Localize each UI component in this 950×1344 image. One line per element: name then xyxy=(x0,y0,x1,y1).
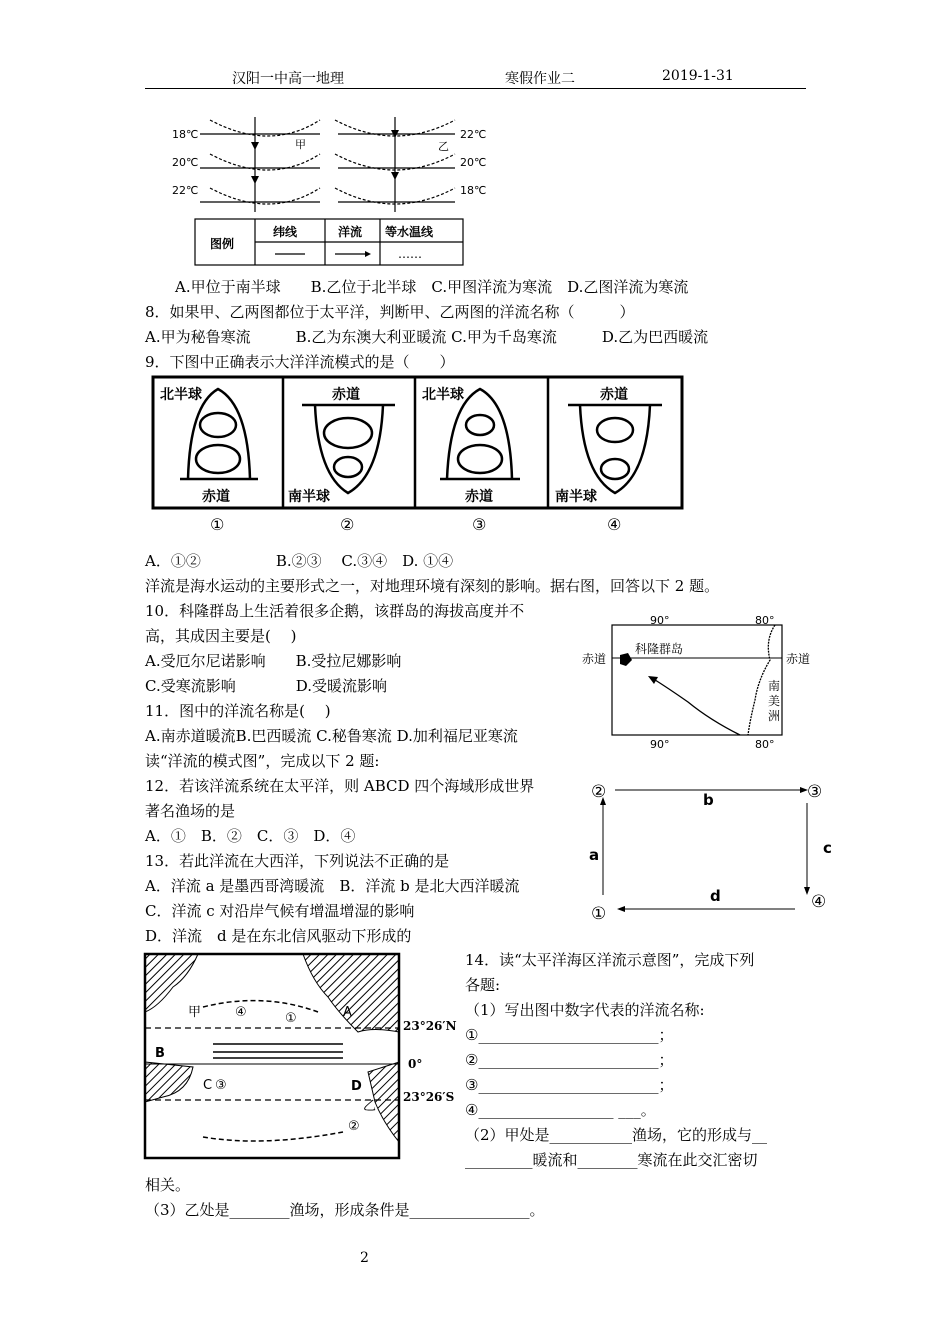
map-B: B xyxy=(155,1046,165,1061)
q12-options: A．① B．② C．③ D．④ xyxy=(145,827,356,845)
current-pattern-figure xyxy=(150,375,685,540)
current-model-diagram xyxy=(585,775,845,925)
q9-stem: 9．下图中正确表示大洋洋流模式的是（ ） xyxy=(145,353,455,371)
continent-char: 洲 xyxy=(768,709,781,723)
panel4-bottom: 南半球 xyxy=(555,489,597,505)
svg-text:……: …… xyxy=(398,247,422,261)
legend-title: 图例 xyxy=(210,237,235,251)
galapagos-map xyxy=(580,610,820,755)
panel1-num: ① xyxy=(210,515,225,534)
label-yi: 乙 xyxy=(438,140,449,153)
q14-sub3: （3）乙处是________渔场，形成条件是________________。 xyxy=(145,1201,545,1219)
q13-opt2: C．洋流 c 对沿岸气候有增温增湿的影响 xyxy=(145,902,415,920)
model-d: d xyxy=(710,887,721,905)
continent-char: 南 xyxy=(768,679,781,693)
q14-blank2: ②________________________； xyxy=(465,1051,674,1069)
header-date: 2019-1-31 xyxy=(662,68,734,84)
q10-stem1: 10．科隆群岛上生活着很多企鹅，该群岛的海拔高度并不 xyxy=(145,602,525,620)
lon-label-bottom-left: 90° xyxy=(650,738,670,751)
q10-opt2: C.受寒流影响 D.受暖流影响 xyxy=(145,677,387,695)
lon-label-top-left: 90° xyxy=(650,614,670,627)
temp-label: 22℃ xyxy=(460,128,487,141)
panel3-bottom: 赤道 xyxy=(465,489,493,505)
header-title: 寒假作业二 xyxy=(505,71,575,87)
temp-label: 22℃ xyxy=(172,184,199,197)
header-school: 汉阳一中高一地理 xyxy=(232,71,344,87)
map-yi: 乙 xyxy=(363,1099,377,1114)
q12-stem1: 12．若该洋流系统在太平洋，则 ABCD 四个海域形成世界 xyxy=(145,777,535,795)
temp-label: 20℃ xyxy=(460,156,487,169)
panel3-top: 北半球 xyxy=(422,387,464,403)
q10-opt1: A.受厄尔尼诺影响 B.受拉尼娜影响 xyxy=(145,652,402,670)
map-lat-s: 23°26′S xyxy=(403,1090,455,1104)
panel4-top: 赤道 xyxy=(600,387,628,403)
legend-isotherm: 等水温线 xyxy=(385,225,434,239)
map-jia: 甲 xyxy=(188,1005,202,1020)
panel4-num: ④ xyxy=(607,515,622,534)
intro-12: 读“洋流的模式图”，完成以下 2 题: xyxy=(145,752,380,770)
q14-blank3: ③________________________； xyxy=(465,1076,674,1094)
temp-label: 20℃ xyxy=(172,156,199,169)
q8-stem: 8．如果甲、乙两图都位于太平洋，判断甲、乙两图的洋流名称（ ） xyxy=(145,303,635,321)
map-n4: ④ xyxy=(235,1005,247,1020)
q13-opt3: D．洋流 d 是在东北信风驱动下形成的 xyxy=(145,927,412,945)
panel2-bottom: 南半球 xyxy=(288,489,330,505)
map-n2: ② xyxy=(348,1119,360,1134)
panel3-num: ③ xyxy=(472,515,487,534)
q8-options: A.甲为秘鲁寒流 B.乙为东澳大利亚暖流 C.甲为千岛寒流 D.乙为巴西暖流 xyxy=(145,328,709,346)
legend-lat: 纬线 xyxy=(273,225,298,239)
temp-label: 18℃ xyxy=(172,128,199,141)
q7-options: A.甲位于南半球 B.乙位于北半球 C.甲图洋流为寒流 D.乙图洋流为寒流 xyxy=(175,278,689,296)
q14-stem2: 各题: xyxy=(465,976,501,994)
map-lat-n: 23°26′N xyxy=(403,1019,457,1033)
q11-stem: 11．图中的洋流名称是( ) xyxy=(145,702,331,720)
panel1-top: 北半球 xyxy=(160,387,202,403)
q14-blank4: ④__________________ ___。 xyxy=(465,1101,656,1119)
model-a: a xyxy=(589,846,600,864)
model-n4: ④ xyxy=(811,892,827,912)
map-lat-0: 0° xyxy=(408,1057,423,1071)
model-b: b xyxy=(703,791,714,809)
q14-sub1: （1）写出图中数字代表的洋流名称: xyxy=(465,1001,705,1019)
model-n2: ② xyxy=(591,782,607,802)
q10-stem2: 高，其成因主要是( ) xyxy=(145,627,297,645)
map-n1: ① xyxy=(285,1011,297,1026)
intro-10: 洋流是海水运动的主要形式之一，对地理环境有深刻的影响。据右图，回答以下 2 题。 xyxy=(145,577,720,595)
q14-blank1: ①________________________； xyxy=(465,1026,674,1044)
legend-current: 洋流 xyxy=(338,225,363,239)
map-n3: ③ xyxy=(215,1078,227,1093)
q12-stem2: 著名渔场的是 xyxy=(145,802,236,820)
lon-label-bottom-right: 80° xyxy=(755,738,775,751)
panel2-top: 赤道 xyxy=(332,387,360,403)
q14-sub2a: （2）甲处是___________渔场，它的形成与__ xyxy=(465,1126,768,1144)
label-jia: 甲 xyxy=(295,138,306,151)
temp-label: 18℃ xyxy=(460,184,487,197)
map-C: C xyxy=(203,1078,213,1093)
equator-right: 赤道 xyxy=(786,652,811,666)
equator-left: 赤道 xyxy=(582,652,607,666)
q14-sub2c: 相关。 xyxy=(145,1176,191,1194)
panel1-bottom: 赤道 xyxy=(202,489,230,505)
q13-stem: 13．若此洋流在大西洋，下列说法不正确的是 xyxy=(145,852,450,870)
island-label: 科隆群岛 xyxy=(635,642,684,656)
q13-opt1: A．洋流 a 是墨西哥湾暖流 B．洋流 b 是北大西洋暖流 xyxy=(145,877,520,895)
q14-stem1: 14．读“太平洋海区洋流示意图”，完成下列 xyxy=(465,951,755,969)
q11-options: A.南赤道暖流B.巴西暖流 C.秘鲁寒流 D.加利福尼亚寒流 xyxy=(145,727,518,745)
q9-options: A．①② B.②③ C.③④ D. ①④ xyxy=(145,552,454,570)
isotherm-figure xyxy=(170,112,490,272)
panel2-num: ② xyxy=(340,515,355,534)
page-number: 2 xyxy=(360,1250,369,1266)
continent-char: 美 xyxy=(768,694,781,708)
q14-sub2b: _________暖流和________寒流在此交汇密切 xyxy=(465,1151,758,1169)
map-D: D xyxy=(351,1079,362,1094)
model-c: c xyxy=(823,839,832,857)
pacific-current-map xyxy=(143,952,443,1162)
model-n3: ③ xyxy=(807,782,823,802)
lon-label-top-right: 80° xyxy=(755,614,775,627)
map-A: A xyxy=(343,1005,352,1020)
model-n1: ① xyxy=(591,904,607,924)
header-rule xyxy=(145,88,806,89)
